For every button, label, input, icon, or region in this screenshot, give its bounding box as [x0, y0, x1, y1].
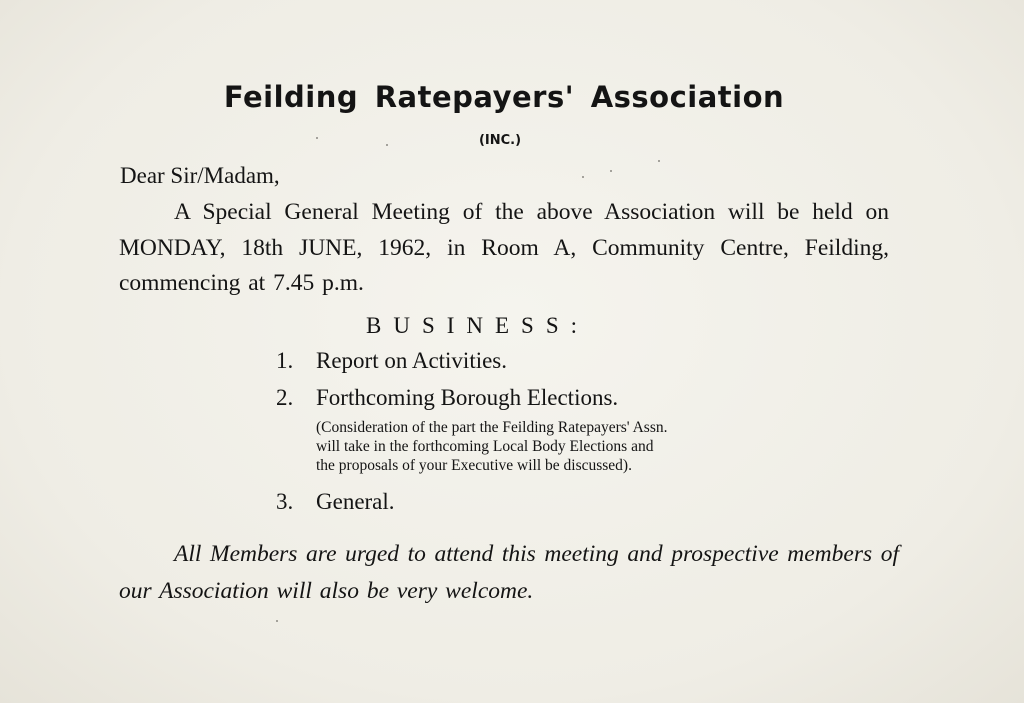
business-item-number: 3. — [276, 489, 294, 514]
salutation: Dear Sir/Madam, — [120, 163, 280, 188]
paper-speck — [658, 160, 660, 162]
paper-speck — [610, 170, 612, 172]
business-item-label: Forthcoming Borough Elections. — [316, 385, 619, 410]
incorporated-label: (INC.) — [478, 133, 522, 148]
business-item — [276, 348, 507, 374]
business-item-label: Report on Activities. — [316, 348, 508, 373]
business-item-note: (Consideration of the part the Feilding Ratepayers' Assn. will take in the forthcoming Local Body Elections and the proposals of your Executive will be discussed). — [316, 419, 668, 474]
business-heading: BUSINESS: — [366, 313, 590, 338]
business-item — [276, 385, 618, 411]
paper-speck — [276, 620, 278, 622]
paper-speck — [316, 137, 318, 139]
paper-speck — [582, 176, 584, 178]
paper-speck — [386, 144, 388, 146]
association-title: Feilding Ratepayers' Association — [223, 80, 785, 114]
meeting-announcement: A Special General Meeting of the above Association will be held on MONDAY, 18th JUNE, 1962, in Room A, Community Centre, Feilding, commencing at 7.45 p.m. — [119, 199, 889, 296]
business-item — [276, 489, 395, 515]
business-item-number: 1. — [276, 348, 294, 373]
business-item-number: 2. — [276, 385, 294, 410]
business-item-label: General. — [316, 489, 395, 514]
closing-invitation: All Members are urged to attend this meeting and prospective members of our Association will also be very welcome. — [119, 541, 899, 604]
